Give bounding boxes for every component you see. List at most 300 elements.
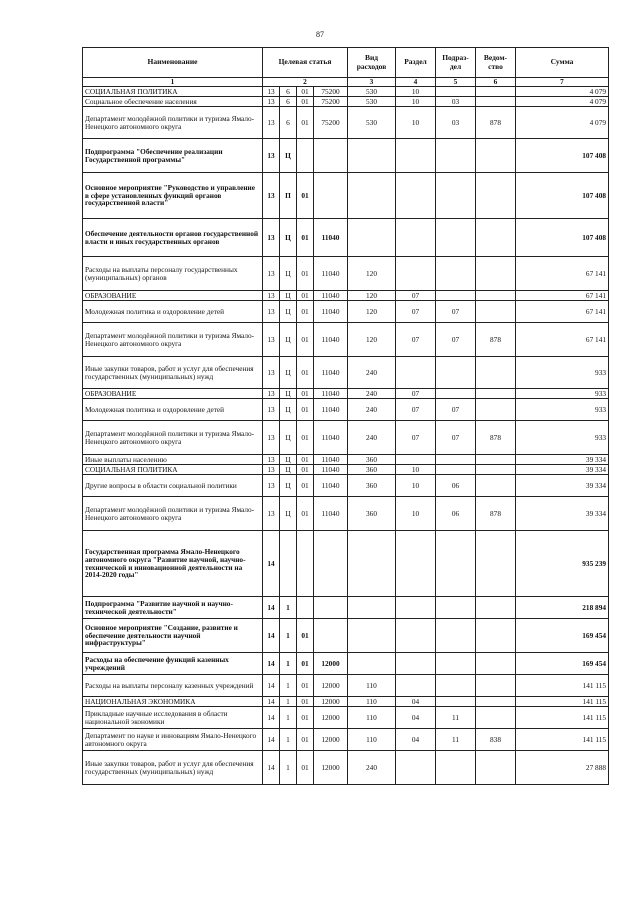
cell-name: Департамент молодёжной политики и туризма Ямало-Ненецкого автономного округа	[83, 107, 263, 139]
cell-expense-type	[348, 139, 396, 173]
cell-section: 10	[396, 107, 436, 139]
cell-subsection: 03	[436, 107, 476, 139]
table-body	[83, 87, 609, 785]
cell-direction: 11040	[314, 455, 348, 465]
table-row	[83, 257, 609, 291]
cell-sum: 39 334	[516, 497, 609, 531]
cell-program: 13	[263, 389, 280, 399]
cell-department	[476, 139, 516, 173]
cell-direction	[314, 139, 348, 173]
cell-section: 04	[396, 707, 436, 729]
cell-subsection	[436, 87, 476, 97]
cell-expense-type: 240	[348, 421, 396, 455]
cell-subsection: 03	[436, 97, 476, 107]
cell-expense-type	[348, 597, 396, 619]
cell-name: СОЦИАЛЬНАЯ ПОЛИТИКА	[83, 465, 263, 475]
cell-measure: 01	[297, 399, 314, 421]
cell-subsection	[436, 139, 476, 173]
table-row	[83, 697, 609, 707]
table-row	[83, 675, 609, 697]
cell-program: 14	[263, 597, 280, 619]
cell-direction: 12000	[314, 729, 348, 751]
table-row	[83, 399, 609, 421]
header-subsection: Подраз-дел	[436, 48, 476, 78]
cell-sum: 4 079	[516, 107, 609, 139]
cell-name: Департамент молодёжной политики и туризма Ямало-Ненецкого автономного округа	[83, 323, 263, 357]
cell-program: 14	[263, 619, 280, 653]
cell-program: 13	[263, 301, 280, 323]
table-row	[83, 421, 609, 455]
cell-department	[476, 97, 516, 107]
cell-sum: 107 408	[516, 219, 609, 257]
cell-program: 13	[263, 497, 280, 531]
cell-section	[396, 139, 436, 173]
cell-subprogram	[280, 531, 297, 597]
cell-expense-type: 360	[348, 465, 396, 475]
cell-expense-type: 240	[348, 389, 396, 399]
column-number: 1	[83, 78, 263, 87]
table-row	[83, 87, 609, 97]
column-number: 5	[436, 78, 476, 87]
cell-expense-type	[348, 619, 396, 653]
cell-subsection	[436, 219, 476, 257]
column-number-row	[83, 78, 609, 87]
cell-measure: 01	[297, 87, 314, 97]
cell-sum: 933	[516, 421, 609, 455]
cell-department	[476, 531, 516, 597]
cell-name: Иные выплаты населению	[83, 455, 263, 465]
table-row	[83, 173, 609, 219]
cell-subsection: 07	[436, 323, 476, 357]
cell-measure: 01	[297, 697, 314, 707]
cell-measure: 01	[297, 257, 314, 291]
cell-subsection: 07	[436, 399, 476, 421]
cell-section	[396, 219, 436, 257]
cell-department	[476, 173, 516, 219]
cell-expense-type: 120	[348, 301, 396, 323]
column-number: 6	[476, 78, 516, 87]
cell-program: 14	[263, 751, 280, 785]
cell-sum: 141 115	[516, 729, 609, 751]
cell-subprogram: 1	[280, 653, 297, 675]
cell-direction: 11040	[314, 399, 348, 421]
cell-expense-type: 110	[348, 675, 396, 697]
cell-subprogram: 1	[280, 729, 297, 751]
cell-subprogram: Ц	[280, 497, 297, 531]
cell-name: Иные закупки товаров, работ и услуг для обеспечения государственных (муниципальных) нужд	[83, 357, 263, 389]
cell-section	[396, 357, 436, 389]
cell-department	[476, 475, 516, 497]
column-number: 4	[396, 78, 436, 87]
cell-section	[396, 751, 436, 785]
cell-section	[396, 173, 436, 219]
cell-department	[476, 597, 516, 619]
cell-department	[476, 301, 516, 323]
cell-name: Основное мероприятие "Создание, развитие и обеспечение деятельности научной инфраструктуры"	[83, 619, 263, 653]
cell-section: 07	[396, 421, 436, 455]
cell-program: 13	[263, 219, 280, 257]
cell-direction: 11040	[314, 357, 348, 389]
cell-measure: 01	[297, 619, 314, 653]
cell-subprogram: Ц	[280, 389, 297, 399]
cell-subsection	[436, 653, 476, 675]
cell-name: Основное мероприятие "Руководство и управление в сфере установленных функций органов государственной власти"	[83, 173, 263, 219]
cell-subprogram: Ц	[280, 475, 297, 497]
cell-program: 13	[263, 399, 280, 421]
cell-sum: 4 079	[516, 87, 609, 97]
cell-section: 07	[396, 389, 436, 399]
cell-direction: 12000	[314, 707, 348, 729]
cell-section: 07	[396, 399, 436, 421]
cell-name: Подпрограмма "Развитие научной и научно-технической деятельности"	[83, 597, 263, 619]
cell-department: 878	[476, 323, 516, 357]
cell-name: ОБРАЗОВАНИЕ	[83, 389, 263, 399]
cell-measure: 01	[297, 389, 314, 399]
cell-subsection: 07	[436, 301, 476, 323]
cell-department	[476, 257, 516, 291]
cell-department	[476, 653, 516, 675]
cell-section: 07	[396, 291, 436, 301]
cell-section: 04	[396, 697, 436, 707]
cell-measure: 01	[297, 421, 314, 455]
cell-subsection	[436, 675, 476, 697]
cell-sum: 67 141	[516, 257, 609, 291]
cell-measure: 01	[297, 357, 314, 389]
cell-subprogram: Ц	[280, 465, 297, 475]
cell-sum: 141 115	[516, 707, 609, 729]
cell-subprogram: 1	[280, 707, 297, 729]
cell-department	[476, 291, 516, 301]
budget-table	[82, 47, 609, 785]
cell-subprogram: Ц	[280, 139, 297, 173]
cell-department	[476, 399, 516, 421]
cell-subprogram: Ц	[280, 291, 297, 301]
cell-program: 13	[263, 173, 280, 219]
cell-sum: 4 079	[516, 97, 609, 107]
cell-section	[396, 619, 436, 653]
cell-name: Обеспечение деятельности органов государственной власти и иных государственных органов	[83, 219, 263, 257]
cell-name: Расходы на обеспечение функций казенных учреждений	[83, 653, 263, 675]
cell-direction	[314, 597, 348, 619]
cell-subsection: 11	[436, 707, 476, 729]
cell-subsection: 07	[436, 421, 476, 455]
cell-subsection	[436, 697, 476, 707]
cell-expense-type: 360	[348, 455, 396, 465]
cell-sum: 935 239	[516, 531, 609, 597]
cell-program: 13	[263, 323, 280, 357]
cell-direction: 11040	[314, 497, 348, 531]
cell-subsection	[436, 751, 476, 785]
cell-program: 14	[263, 729, 280, 751]
cell-subsection	[436, 389, 476, 399]
cell-sum: 933	[516, 357, 609, 389]
cell-section: 10	[396, 475, 436, 497]
cell-subprogram: Ц	[280, 219, 297, 257]
cell-name: Иные закупки товаров, работ и услуг для обеспечения государственных (муниципальных) нужд	[83, 751, 263, 785]
cell-program: 13	[263, 421, 280, 455]
cell-subsection: 11	[436, 729, 476, 751]
header-name: Наименование	[83, 48, 263, 78]
cell-program: 13	[263, 87, 280, 97]
table-row	[83, 619, 609, 653]
cell-section: 07	[396, 323, 436, 357]
table-row	[83, 465, 609, 475]
cell-subprogram: 1	[280, 675, 297, 697]
cell-department	[476, 697, 516, 707]
cell-sum: 39 334	[516, 465, 609, 475]
header-target: Целевая статья	[263, 48, 348, 78]
cell-sum: 933	[516, 399, 609, 421]
cell-expense-type: 120	[348, 291, 396, 301]
table-row	[83, 139, 609, 173]
table-row	[83, 455, 609, 465]
table-row	[83, 475, 609, 497]
cell-direction: 12000	[314, 653, 348, 675]
cell-expense-type: 360	[348, 497, 396, 531]
cell-subprogram: 6	[280, 87, 297, 97]
cell-subprogram: Ц	[280, 257, 297, 291]
cell-measure: 01	[297, 653, 314, 675]
cell-name: Другие вопросы в области социальной политики	[83, 475, 263, 497]
cell-expense-type: 120	[348, 257, 396, 291]
header-dept: Ведом-ство	[476, 48, 516, 78]
cell-section	[396, 455, 436, 465]
cell-name: Департамент молодёжной политики и туризма Ямало-Ненецкого автономного округа	[83, 421, 263, 455]
cell-measure: 01	[297, 675, 314, 697]
cell-subprogram: 1	[280, 619, 297, 653]
cell-name: Молодежная политика и оздоровление детей	[83, 399, 263, 421]
cell-measure: 01	[297, 465, 314, 475]
cell-sum: 141 115	[516, 697, 609, 707]
cell-department	[476, 707, 516, 729]
cell-direction	[314, 531, 348, 597]
cell-measure: 01	[297, 219, 314, 257]
cell-subprogram: Ц	[280, 323, 297, 357]
cell-program: 13	[263, 455, 280, 465]
cell-direction: 12000	[314, 697, 348, 707]
cell-sum: 67 141	[516, 301, 609, 323]
cell-expense-type	[348, 531, 396, 597]
cell-subprogram: 6	[280, 107, 297, 139]
table-row	[83, 301, 609, 323]
cell-section: 10	[396, 97, 436, 107]
cell-subsection: 06	[436, 475, 476, 497]
cell-program: 14	[263, 675, 280, 697]
column-number: 2	[263, 78, 348, 87]
cell-sum: 67 141	[516, 323, 609, 357]
cell-subprogram: 1	[280, 697, 297, 707]
cell-section	[396, 257, 436, 291]
cell-direction: 11040	[314, 323, 348, 357]
table-row	[83, 291, 609, 301]
cell-subprogram: П	[280, 173, 297, 219]
cell-direction: 11040	[314, 301, 348, 323]
table-row	[83, 751, 609, 785]
cell-subprogram: Ц	[280, 301, 297, 323]
cell-direction	[314, 619, 348, 653]
cell-subsection	[436, 619, 476, 653]
cell-program: 13	[263, 107, 280, 139]
cell-expense-type: 110	[348, 707, 396, 729]
cell-expense-type	[348, 173, 396, 219]
table-row	[83, 389, 609, 399]
cell-sum: 107 408	[516, 139, 609, 173]
cell-sum: 39 334	[516, 455, 609, 465]
cell-program: 13	[263, 257, 280, 291]
cell-section: 07	[396, 301, 436, 323]
cell-department	[476, 675, 516, 697]
cell-section: 10	[396, 465, 436, 475]
cell-department: 838	[476, 729, 516, 751]
cell-program: 14	[263, 707, 280, 729]
cell-subprogram: 6	[280, 97, 297, 107]
cell-subsection	[436, 455, 476, 465]
cell-subprogram: 1	[280, 597, 297, 619]
cell-measure: 01	[297, 173, 314, 219]
cell-expense-type: 530	[348, 107, 396, 139]
cell-name: Социальное обеспечение населения	[83, 97, 263, 107]
cell-expense-type: 530	[348, 97, 396, 107]
cell-subsection	[436, 357, 476, 389]
cell-sum: 933	[516, 389, 609, 399]
cell-direction: 11040	[314, 291, 348, 301]
cell-section	[396, 597, 436, 619]
cell-sum: 141 115	[516, 675, 609, 697]
column-number: 7	[516, 78, 609, 87]
header-sum: Сумма	[516, 48, 609, 78]
cell-section	[396, 675, 436, 697]
cell-name: НАЦИОНАЛЬНАЯ ЭКОНОМИКА	[83, 697, 263, 707]
cell-direction: 11040	[314, 421, 348, 455]
cell-sum: 107 408	[516, 173, 609, 219]
cell-subsection	[436, 465, 476, 475]
cell-measure: 01	[297, 97, 314, 107]
cell-direction: 12000	[314, 751, 348, 785]
cell-name: Расходы на выплаты персоналу казенных учреждений	[83, 675, 263, 697]
table-row	[83, 497, 609, 531]
cell-name: Департамент молодёжной политики и туризма Ямало-Ненецкого автономного округа	[83, 497, 263, 531]
cell-expense-type	[348, 653, 396, 675]
cell-direction: 11040	[314, 219, 348, 257]
cell-subprogram: Ц	[280, 455, 297, 465]
cell-department	[476, 465, 516, 475]
cell-department	[476, 619, 516, 653]
cell-program: 14	[263, 697, 280, 707]
header-type: Вид расходов	[348, 48, 396, 78]
cell-direction: 12000	[314, 675, 348, 697]
cell-measure: 01	[297, 291, 314, 301]
cell-direction: 75200	[314, 97, 348, 107]
cell-sum: 169 454	[516, 653, 609, 675]
cell-measure: 01	[297, 729, 314, 751]
table-row	[83, 531, 609, 597]
cell-program: 13	[263, 139, 280, 173]
cell-measure: 01	[297, 323, 314, 357]
cell-expense-type: 240	[348, 399, 396, 421]
cell-expense-type: 110	[348, 729, 396, 751]
cell-subprogram: Ц	[280, 357, 297, 389]
cell-subsection	[436, 173, 476, 219]
cell-subsection	[436, 291, 476, 301]
cell-sum: 67 141	[516, 291, 609, 301]
cell-department	[476, 389, 516, 399]
cell-name: ОБРАЗОВАНИЕ	[83, 291, 263, 301]
cell-sum: 39 334	[516, 475, 609, 497]
cell-direction: 11040	[314, 257, 348, 291]
cell-expense-type: 120	[348, 323, 396, 357]
cell-expense-type: 240	[348, 751, 396, 785]
table-row	[83, 729, 609, 751]
cell-direction: 11040	[314, 475, 348, 497]
cell-expense-type: 240	[348, 357, 396, 389]
cell-subsection: 06	[436, 497, 476, 531]
cell-program: 13	[263, 465, 280, 475]
cell-name: Прикладные научные исследования в области национальной экономики	[83, 707, 263, 729]
cell-direction: 75200	[314, 107, 348, 139]
cell-program: 13	[263, 357, 280, 389]
cell-department	[476, 751, 516, 785]
cell-program: 13	[263, 291, 280, 301]
cell-subsection	[436, 257, 476, 291]
cell-subprogram: 1	[280, 751, 297, 785]
cell-program: 14	[263, 653, 280, 675]
cell-name: Расходы на выплаты персоналу государственных (муниципальных) органов	[83, 257, 263, 291]
cell-department: 878	[476, 497, 516, 531]
cell-subprogram: Ц	[280, 399, 297, 421]
cell-program: 13	[263, 475, 280, 497]
cell-name: Департамент по науке и инновациям Ямало-Ненецкого автономного округа	[83, 729, 263, 751]
cell-direction	[314, 173, 348, 219]
table-row	[83, 357, 609, 389]
cell-section: 04	[396, 729, 436, 751]
table-row	[83, 707, 609, 729]
table-row	[83, 107, 609, 139]
cell-department: 878	[476, 107, 516, 139]
cell-subsection	[436, 531, 476, 597]
cell-name: Государственная программа Ямало-Ненецкого автономного округа "Развитие научной, научно-технической и инновационной деятельности на 2014-2020 годы"	[83, 531, 263, 597]
cell-measure: 01	[297, 497, 314, 531]
cell-subprogram: Ц	[280, 421, 297, 455]
cell-measure: 01	[297, 751, 314, 785]
cell-measure: 01	[297, 455, 314, 465]
cell-direction: 11040	[314, 465, 348, 475]
cell-measure	[297, 531, 314, 597]
cell-measure: 01	[297, 301, 314, 323]
cell-section	[396, 531, 436, 597]
cell-measure	[297, 597, 314, 619]
cell-expense-type: 110	[348, 697, 396, 707]
cell-name: Молодежная политика и оздоровление детей	[83, 301, 263, 323]
cell-section	[396, 653, 436, 675]
cell-expense-type: 530	[348, 87, 396, 97]
cell-measure: 01	[297, 475, 314, 497]
table-row	[83, 219, 609, 257]
cell-program: 13	[263, 97, 280, 107]
cell-expense-type	[348, 219, 396, 257]
cell-department	[476, 87, 516, 97]
header-row	[83, 48, 609, 78]
cell-program: 14	[263, 531, 280, 597]
cell-section: 10	[396, 87, 436, 97]
cell-sum: 218 894	[516, 597, 609, 619]
cell-expense-type: 360	[348, 475, 396, 497]
cell-sum: 169 454	[516, 619, 609, 653]
cell-name: Подпрограмма "Обеспечение реализации Государственной программы"	[83, 139, 263, 173]
cell-department	[476, 219, 516, 257]
table-row	[83, 97, 609, 107]
table-row	[83, 597, 609, 619]
cell-name: СОЦИАЛЬНАЯ ПОЛИТИКА	[83, 87, 263, 97]
